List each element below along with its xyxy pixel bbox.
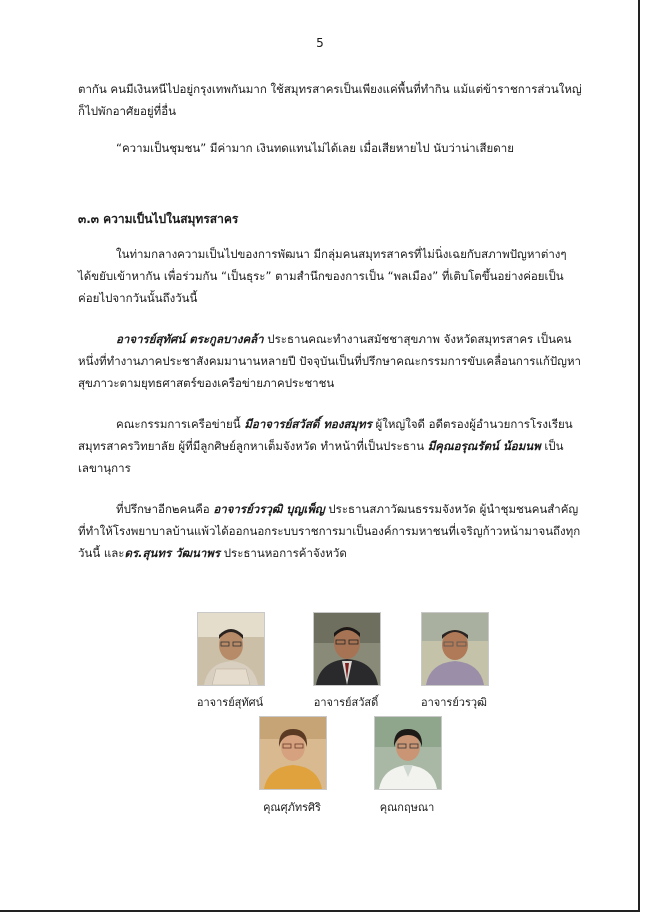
person-name: อาจารย์สุทัศน์ ตระกูลบางคล้า [116,332,264,346]
paragraph-community-value [78,137,578,159]
text-line: ตากัน คนมีเงินหนีไปอยู่กรุงเทพกันมาก ใช้สมุทรสาครเป็นเพียงแค่พื้นที่ทำกิน แม้แต่ข้าราชการส่วนใหญ่ [78,82,582,96]
text-line [78,542,578,564]
photo-caption: คุณศุภัทรศิริ [263,801,321,814]
text-line: ในท่ามกลางความเป็นไปของการพัฒนา มีกลุ่มคนสมุทรสาครที่ไม่นิ่งเฉยกับสภาพปัญหาต่างๆ [116,247,567,261]
photo-caption: อาจารย์สวัสดิ์ [313,696,379,709]
text-segment: คณะกรรมการเครือข่ายนี้ [116,417,245,431]
photo-suphatsiri [259,716,327,790]
text-line: เลขานุการ [78,461,131,475]
paragraph-committee [78,413,578,479]
text-line [78,498,578,520]
text-segment: เป็น [540,439,564,453]
paragraph-continuation [78,78,582,122]
text-line: สุขภาวะตามยุทธศาสตร์ของเครือข่ายภาคประชาชน [78,376,335,390]
text-line [78,435,578,457]
text-segment: วันนี้ และ [78,546,125,560]
photo-sawat [313,612,381,686]
text-segment: ประธานหอการค้าจังหวัด [220,546,347,560]
photo-suthat [197,612,265,686]
text-segment: ที่ปรึกษาอีก๒คนคือ [116,502,214,516]
person-name: มีคุณอรุณรัตน์ น้อมนพ [427,439,541,453]
person-name: อาจารย์วรวุฒิ บุญเพ็ญ [213,502,325,516]
paragraph-suthat [78,328,581,394]
text-line: ได้ขยับเข้าหากัน เพื่อร่วมกัน “เป็นธุระ” ตามสำนึกของการเป็น “พลเมือง” ที่เติบโตขึ้นอย่างค่อยเป็น [78,269,564,283]
text-line: “ความเป็นชุมชน” มีค่ามาก เงินทดแทนไม่ได้เลย เมื่อเสียหายไป นับว่าน่าเสียดาย [116,141,514,155]
photo-worawut [421,612,489,686]
text-segment: ประธานคณะทำงานสมัชชาสุขภาพ จังหวัดสมุทรสาคร เป็นคน [263,332,572,346]
text-segment: ประธานสภาวัฒนธรรมจังหวัด ผู้นำชุมชนคนสำคัญ [324,502,579,516]
text-line [78,413,578,435]
text-segment: สมุทรสาครวิทยาลัย ผู้ที่มีลูกศิษย์ลูกหาเต็มจังหวัด ทำหน้าที่เป็นประธาน [78,439,428,453]
person-name: มีอาจารย์สวัสดิ์ ทองสมุทร [244,417,372,431]
text-segment: ผู้ใหญ่ใจดี อดีตรองผู้อำนวยการโรงเรียน [371,417,573,431]
photo-kritsana [374,716,442,790]
text-line: ค่อยไปจากวันนั้นถึงวันนี้ [78,291,198,305]
text-line [78,328,578,350]
photo-caption: อาจารย์วรวุฒิ [421,696,487,709]
text-line: ที่ทำให้โรงพยาบาลบ้านแพ้วได้ออกนอกระบบราชการมาเป็นองค์การมหาชนที่เจริญก้าวหน้ามาจนถึงทุก [78,524,581,538]
photo-caption: คุณกฤษณา [379,801,435,814]
text-line: ก็ไปพักอาศัยอยู่ที่อื่น [78,104,176,118]
text-line: หนึ่งที่ทำงานภาคประชาสังคมมานานหลายปี ปัจจุบันเป็นที่ปรึกษาคณะกรรมการขับเคลื่อนการแก้ปัญหา [78,354,581,368]
page-number: 5 [316,36,324,50]
photo-caption: อาจารย์สุทัศน์ [196,696,264,709]
section-heading: ๓.๓ ความเป็นไปในสมุทรสาคร [78,212,239,226]
paragraph-advisors [78,498,581,564]
person-name: ดร.สุนทร วัฒนาพร [124,546,221,560]
paragraph-development [78,243,578,309]
